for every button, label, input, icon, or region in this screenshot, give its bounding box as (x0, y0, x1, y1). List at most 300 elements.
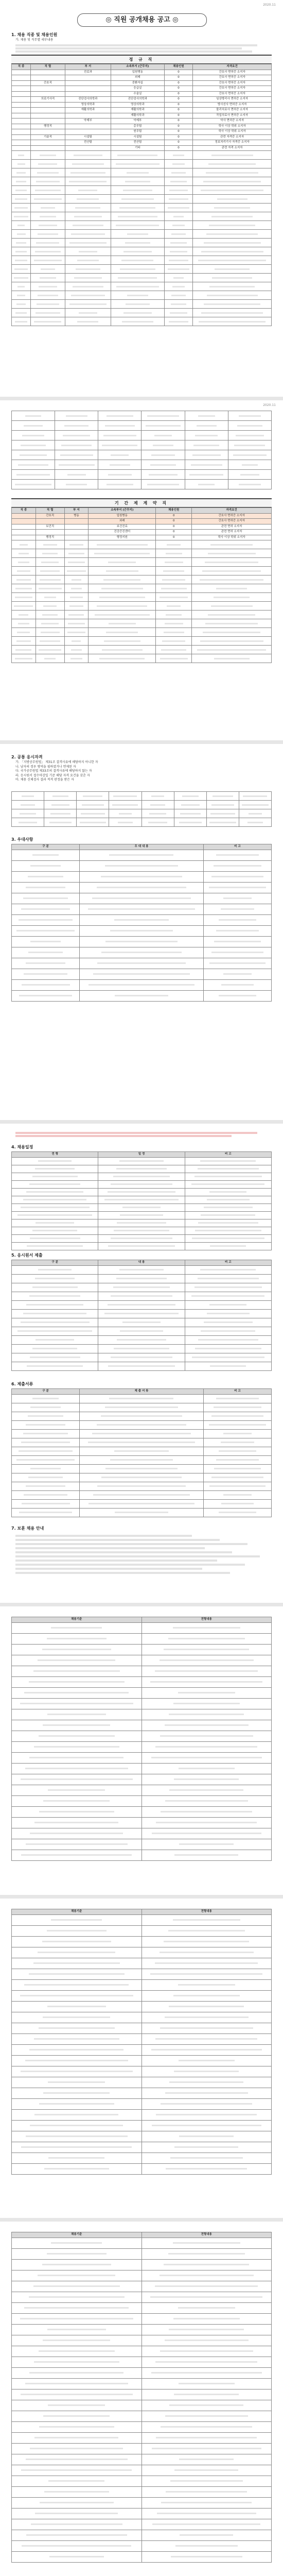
table-cell (142, 1698, 272, 1709)
table-cell (185, 1344, 271, 1353)
table-cell (12, 1300, 98, 1309)
table-cell: 응급실 (111, 86, 164, 92)
table-cell (142, 2324, 272, 2335)
table-header: 비 고 (185, 1260, 271, 1266)
table-cell (36, 549, 64, 558)
table-cell (185, 450, 228, 460)
table-cell (12, 1482, 80, 1490)
table-cell (80, 1499, 204, 1508)
table-row (12, 936, 272, 947)
table-cell (12, 230, 31, 239)
table-header: 전 형 (12, 1152, 98, 1158)
table-cell (64, 602, 89, 611)
table-cell (65, 145, 111, 151)
table-cell (31, 151, 65, 160)
table-cell: 병동 (64, 513, 89, 519)
table-cell (80, 860, 204, 871)
table-cell (192, 567, 272, 575)
regular-title: 정 규 직 (11, 55, 272, 64)
table-cell (12, 2400, 142, 2411)
table-cell (142, 2098, 272, 2109)
table-cell: 기술직 (31, 134, 65, 140)
table-cell (80, 969, 204, 979)
table-cell (203, 1394, 271, 1403)
table-row (12, 480, 272, 489)
table-cell (142, 2033, 272, 2044)
table-row (12, 2088, 272, 2098)
table-cell: 임상병리사 면허증 소지자 (193, 97, 272, 103)
table-cell (142, 2131, 272, 2142)
table-header: 직 렬 (36, 508, 64, 514)
table-row (12, 91, 272, 97)
table-cell (203, 882, 271, 893)
table-cell (80, 1429, 204, 1438)
table-cell (80, 914, 204, 925)
table-cell (12, 558, 36, 567)
table-cell (12, 421, 55, 431)
table-cell (142, 1633, 272, 1644)
table-cell: 약사 면허증 소지자 (193, 118, 272, 124)
table-row (12, 2302, 272, 2313)
table-cell: 시설팀 (111, 134, 164, 140)
table-cell (65, 86, 111, 92)
table-row (12, 1309, 272, 1318)
table-cell (12, 1806, 142, 1817)
table-row (12, 265, 272, 274)
table-cell (65, 247, 111, 256)
table-cell (89, 558, 156, 567)
table-cell (98, 1335, 185, 1344)
table-cell (203, 914, 271, 925)
table-row (12, 1925, 272, 1936)
table-cell (12, 480, 55, 489)
table-cell (164, 195, 192, 204)
criteria-table (11, 1617, 272, 1861)
table-cell (164, 212, 192, 221)
table-cell (142, 2142, 272, 2153)
table-cell (80, 925, 204, 936)
table-cell (98, 450, 142, 460)
table-cell (203, 904, 271, 914)
table-cell (36, 654, 64, 663)
table-cell (111, 212, 164, 221)
table-cell (89, 654, 156, 663)
table-cell (142, 431, 185, 440)
table-header: 자격요건 (192, 508, 272, 514)
table-cell (98, 1173, 185, 1180)
table-cell (64, 654, 89, 663)
table-cell (98, 480, 142, 489)
table-cell (142, 1806, 272, 1817)
contract-top-table (11, 411, 272, 489)
qualification-list (15, 760, 268, 783)
table-cell (12, 2270, 142, 2281)
table-cell (12, 792, 44, 801)
table-row (12, 1828, 272, 1839)
table-cell (12, 2302, 142, 2313)
table-cell (142, 2012, 272, 2023)
table-cell (55, 450, 98, 460)
table-cell (65, 265, 111, 274)
table-row (12, 2367, 272, 2378)
table-cell (142, 1763, 272, 1774)
table-cell: 영상의학과 (111, 102, 164, 108)
table-row (12, 646, 272, 654)
table-row (12, 2120, 272, 2131)
table-cell (12, 1666, 142, 1676)
table-cell (12, 2248, 142, 2259)
table-cell: 의료기사직 (31, 97, 65, 103)
table-cell: 0 (164, 91, 192, 97)
table-cell (142, 2540, 272, 2551)
table-cell (12, 151, 31, 160)
table-cell (12, 2378, 142, 2389)
table-cell (142, 2367, 272, 2378)
table-cell (12, 549, 36, 558)
table-cell (98, 1196, 185, 1204)
table-cell (12, 2508, 142, 2519)
table-cell (192, 628, 272, 637)
contract-title: 기 간 제 계 약 직 (11, 498, 272, 507)
table-row (12, 1157, 272, 1165)
table-cell (89, 602, 156, 611)
table-cell (203, 1420, 271, 1429)
table-cell (80, 904, 204, 914)
table-cell (65, 124, 111, 129)
table-cell (111, 265, 164, 274)
table-cell (203, 1464, 271, 1473)
table-cell (12, 2142, 142, 2153)
table-cell: 보건직 (36, 524, 64, 530)
table-row (12, 1817, 272, 1828)
table-cell: 관련 면허 소지자 (192, 530, 272, 535)
table-cell (12, 1283, 98, 1292)
table-cell (142, 440, 185, 450)
table-cell (31, 75, 65, 81)
table-cell (12, 2335, 142, 2346)
table-cell (142, 480, 185, 489)
table-cell (185, 1227, 271, 1234)
table-cell (111, 168, 164, 177)
table-cell (12, 113, 31, 118)
table-cell (89, 540, 156, 549)
table-cell (142, 2551, 272, 2562)
table-cell (31, 113, 65, 118)
table-cell (142, 2248, 272, 2259)
table-cell: 전산팀 (111, 140, 164, 146)
table-cell: 보건진료 (89, 524, 156, 530)
table-cell (185, 1265, 271, 1274)
table-cell (36, 646, 64, 654)
table-cell (98, 1180, 185, 1188)
table-cell: 원무팀 (111, 129, 164, 135)
table-row (12, 1839, 272, 1850)
table-cell (228, 411, 271, 421)
table-cell (36, 540, 64, 549)
table-cell (36, 628, 64, 637)
table-cell: 0 (156, 513, 192, 519)
table-cell (12, 1403, 80, 1412)
table-cell (12, 893, 80, 904)
table-row (12, 460, 272, 470)
table-row (12, 1173, 272, 1180)
table-cell (12, 1839, 142, 1850)
section-heading: 5. 응시원서 제출 (11, 1253, 43, 1258)
table-cell (12, 91, 31, 97)
table-cell (193, 317, 272, 326)
table-cell (142, 2281, 272, 2292)
table-cell (156, 637, 192, 646)
table-cell (65, 129, 111, 135)
table-cell (31, 118, 65, 124)
table-row (12, 2313, 272, 2324)
table-row (12, 177, 272, 186)
table-cell (64, 524, 89, 530)
table-cell (12, 584, 36, 593)
table-row (12, 611, 272, 619)
table-row (12, 584, 272, 593)
table-cell (142, 2400, 272, 2411)
table-cell (192, 540, 272, 549)
table-cell (31, 70, 65, 75)
table-row (12, 1499, 272, 1508)
table-cell (192, 611, 272, 619)
table-cell (12, 1219, 98, 1227)
table-row (12, 1394, 272, 1403)
table-cell (12, 850, 80, 860)
table-cell (44, 792, 77, 801)
table-cell: 간호직 (36, 513, 64, 519)
table-cell (80, 1464, 204, 1473)
table-cell (192, 654, 272, 663)
table-cell (142, 2077, 272, 2088)
table-cell (111, 291, 164, 300)
table-cell (142, 1785, 272, 1795)
table-cell (164, 256, 192, 265)
table-cell (98, 1344, 185, 1353)
table-cell (111, 221, 164, 230)
table-cell: 0 (164, 145, 192, 151)
table-cell (77, 809, 109, 818)
table-cell (65, 212, 111, 221)
table-cell (12, 646, 36, 654)
table-cell (12, 2443, 142, 2454)
table-row (12, 801, 272, 809)
page-2 (0, 400, 283, 740)
text-line: 마. 채용 신체검사 결과 적격 판정을 받은 자 (15, 778, 74, 782)
table-cell (142, 792, 174, 801)
table-cell (111, 204, 164, 212)
application-table (11, 1260, 272, 1371)
table-cell: 관련 자격 소지자 (193, 145, 272, 151)
table-cell (164, 151, 192, 160)
table-cell: 행정지원 (89, 535, 156, 540)
table-cell (80, 958, 204, 969)
table-row (12, 230, 272, 239)
table-row (12, 654, 272, 663)
table-cell (203, 1403, 271, 1412)
table-cell (12, 1741, 142, 1752)
table-row (12, 2259, 272, 2270)
table-cell (12, 1644, 142, 1655)
table-row (12, 2378, 272, 2389)
table-row (12, 1720, 272, 1731)
table-cell (36, 611, 64, 619)
table-cell (12, 1157, 98, 1165)
table-cell (12, 1234, 98, 1242)
table-row (12, 113, 272, 118)
table-cell (156, 654, 192, 663)
table-cell (12, 168, 31, 177)
table-row (12, 102, 272, 108)
table-cell (80, 1403, 204, 1412)
table-cell: 전산팀 (65, 140, 111, 146)
table-row (12, 70, 272, 75)
table-cell (142, 1666, 272, 1676)
table-cell (12, 1211, 98, 1219)
table-cell (239, 809, 271, 818)
table-row (12, 2281, 272, 2292)
table-cell (89, 593, 156, 602)
text-line (15, 1535, 192, 1537)
table-cell (164, 239, 192, 247)
table-cell (203, 860, 271, 871)
table-cell: 행정직 (36, 535, 64, 540)
table-cell (12, 1785, 142, 1795)
table-cell (80, 936, 204, 947)
table-cell (12, 256, 31, 265)
table-cell (12, 1429, 80, 1438)
table-cell (142, 2088, 272, 2098)
table-row (12, 129, 272, 135)
table-cell (164, 282, 192, 291)
table-cell (164, 204, 192, 212)
table-row (12, 75, 272, 81)
table-cell: 영상의학과 (65, 102, 111, 108)
table-cell (98, 1309, 185, 1318)
table-row (12, 1327, 272, 1335)
table-cell (185, 1335, 271, 1344)
table-cell (156, 584, 192, 593)
table-cell: 입원병동 (89, 513, 156, 519)
table-cell (31, 212, 65, 221)
table-row (12, 145, 272, 151)
table-row (12, 540, 272, 549)
table-cell: 시설팀 (65, 134, 111, 140)
text-line (15, 1572, 230, 1574)
table-cell (65, 186, 111, 195)
table-row (12, 2033, 272, 2044)
page-title: ◎ 직원 공개채용 공고 ◎ (77, 13, 207, 27)
table-cell (12, 2163, 142, 2174)
table-cell (174, 801, 206, 809)
table-cell (12, 1335, 98, 1344)
table-row (12, 809, 272, 818)
table-header: 전형내용 (142, 2232, 272, 2238)
table-row (12, 904, 272, 914)
table-row (12, 1666, 272, 1676)
table-row (12, 2109, 272, 2120)
table-cell (12, 1979, 142, 1990)
table-cell (98, 1227, 185, 1234)
table-cell (12, 1622, 142, 1633)
table-cell: 물리치료사 면허증 소지자 (193, 108, 272, 113)
table-cell (12, 1731, 142, 1741)
table-cell (164, 186, 192, 195)
table-row (12, 1731, 272, 1741)
table-cell (12, 2357, 142, 2367)
table-row (12, 2465, 272, 2476)
table-cell (111, 317, 164, 326)
table-cell (185, 480, 228, 489)
table-row (12, 1850, 272, 1860)
table-row (12, 1165, 272, 1173)
veteran-notes (15, 1533, 268, 1576)
table-cell (65, 113, 111, 118)
table-cell: 간호사 면허증 소지자 (193, 75, 272, 81)
table-cell (12, 2454, 142, 2465)
table-cell: 학사 이상 학위 소지자 (193, 129, 272, 135)
table-cell (98, 1211, 185, 1219)
table-cell (12, 1362, 98, 1370)
table-cell (111, 151, 164, 160)
table-cell (12, 1752, 142, 1763)
table-row (12, 1687, 272, 1698)
table-cell (111, 282, 164, 291)
table-cell (193, 212, 272, 221)
table-cell (12, 535, 36, 540)
table-cell (80, 1438, 204, 1447)
table-cell (142, 411, 185, 421)
text-line (15, 1539, 220, 1541)
table-row (12, 317, 272, 326)
table-cell (164, 230, 192, 239)
table-cell: 간호사 면허증 소지자 (193, 70, 272, 75)
table-cell (193, 309, 272, 317)
table-cell (156, 602, 192, 611)
table-cell (12, 2088, 142, 2098)
text-line: 라. 응시원서 접수마감일 기준 해당 자격 요건을 갖춘 자 (15, 773, 90, 777)
table-cell (142, 2023, 272, 2033)
table-header: 채용인원 (164, 64, 192, 70)
table-cell (12, 958, 80, 969)
table-cell (193, 274, 272, 282)
table-cell (192, 619, 272, 628)
table-cell: 외래 (89, 519, 156, 524)
table-cell: 0 (164, 134, 192, 140)
table-cell (12, 1925, 142, 1936)
table-row (12, 2335, 272, 2346)
table-cell: 진료과 (65, 70, 111, 75)
table-cell: 0 (164, 140, 192, 146)
table-cell (206, 801, 239, 809)
table-row (12, 151, 272, 160)
table-row (12, 212, 272, 221)
table-cell (12, 914, 80, 925)
table-row (12, 431, 272, 440)
table-row (12, 1633, 272, 1644)
table-cell (142, 2411, 272, 2421)
table-cell (12, 2066, 142, 2077)
table-cell: 0 (164, 97, 192, 103)
table-cell (80, 947, 204, 958)
section-heading: 3. 우대사항 (11, 837, 33, 842)
table-row (12, 2346, 272, 2357)
table-cell (31, 274, 65, 282)
table-cell (12, 593, 36, 602)
table-cell: 진단검사의학과 (65, 97, 111, 103)
table-cell (98, 411, 142, 421)
